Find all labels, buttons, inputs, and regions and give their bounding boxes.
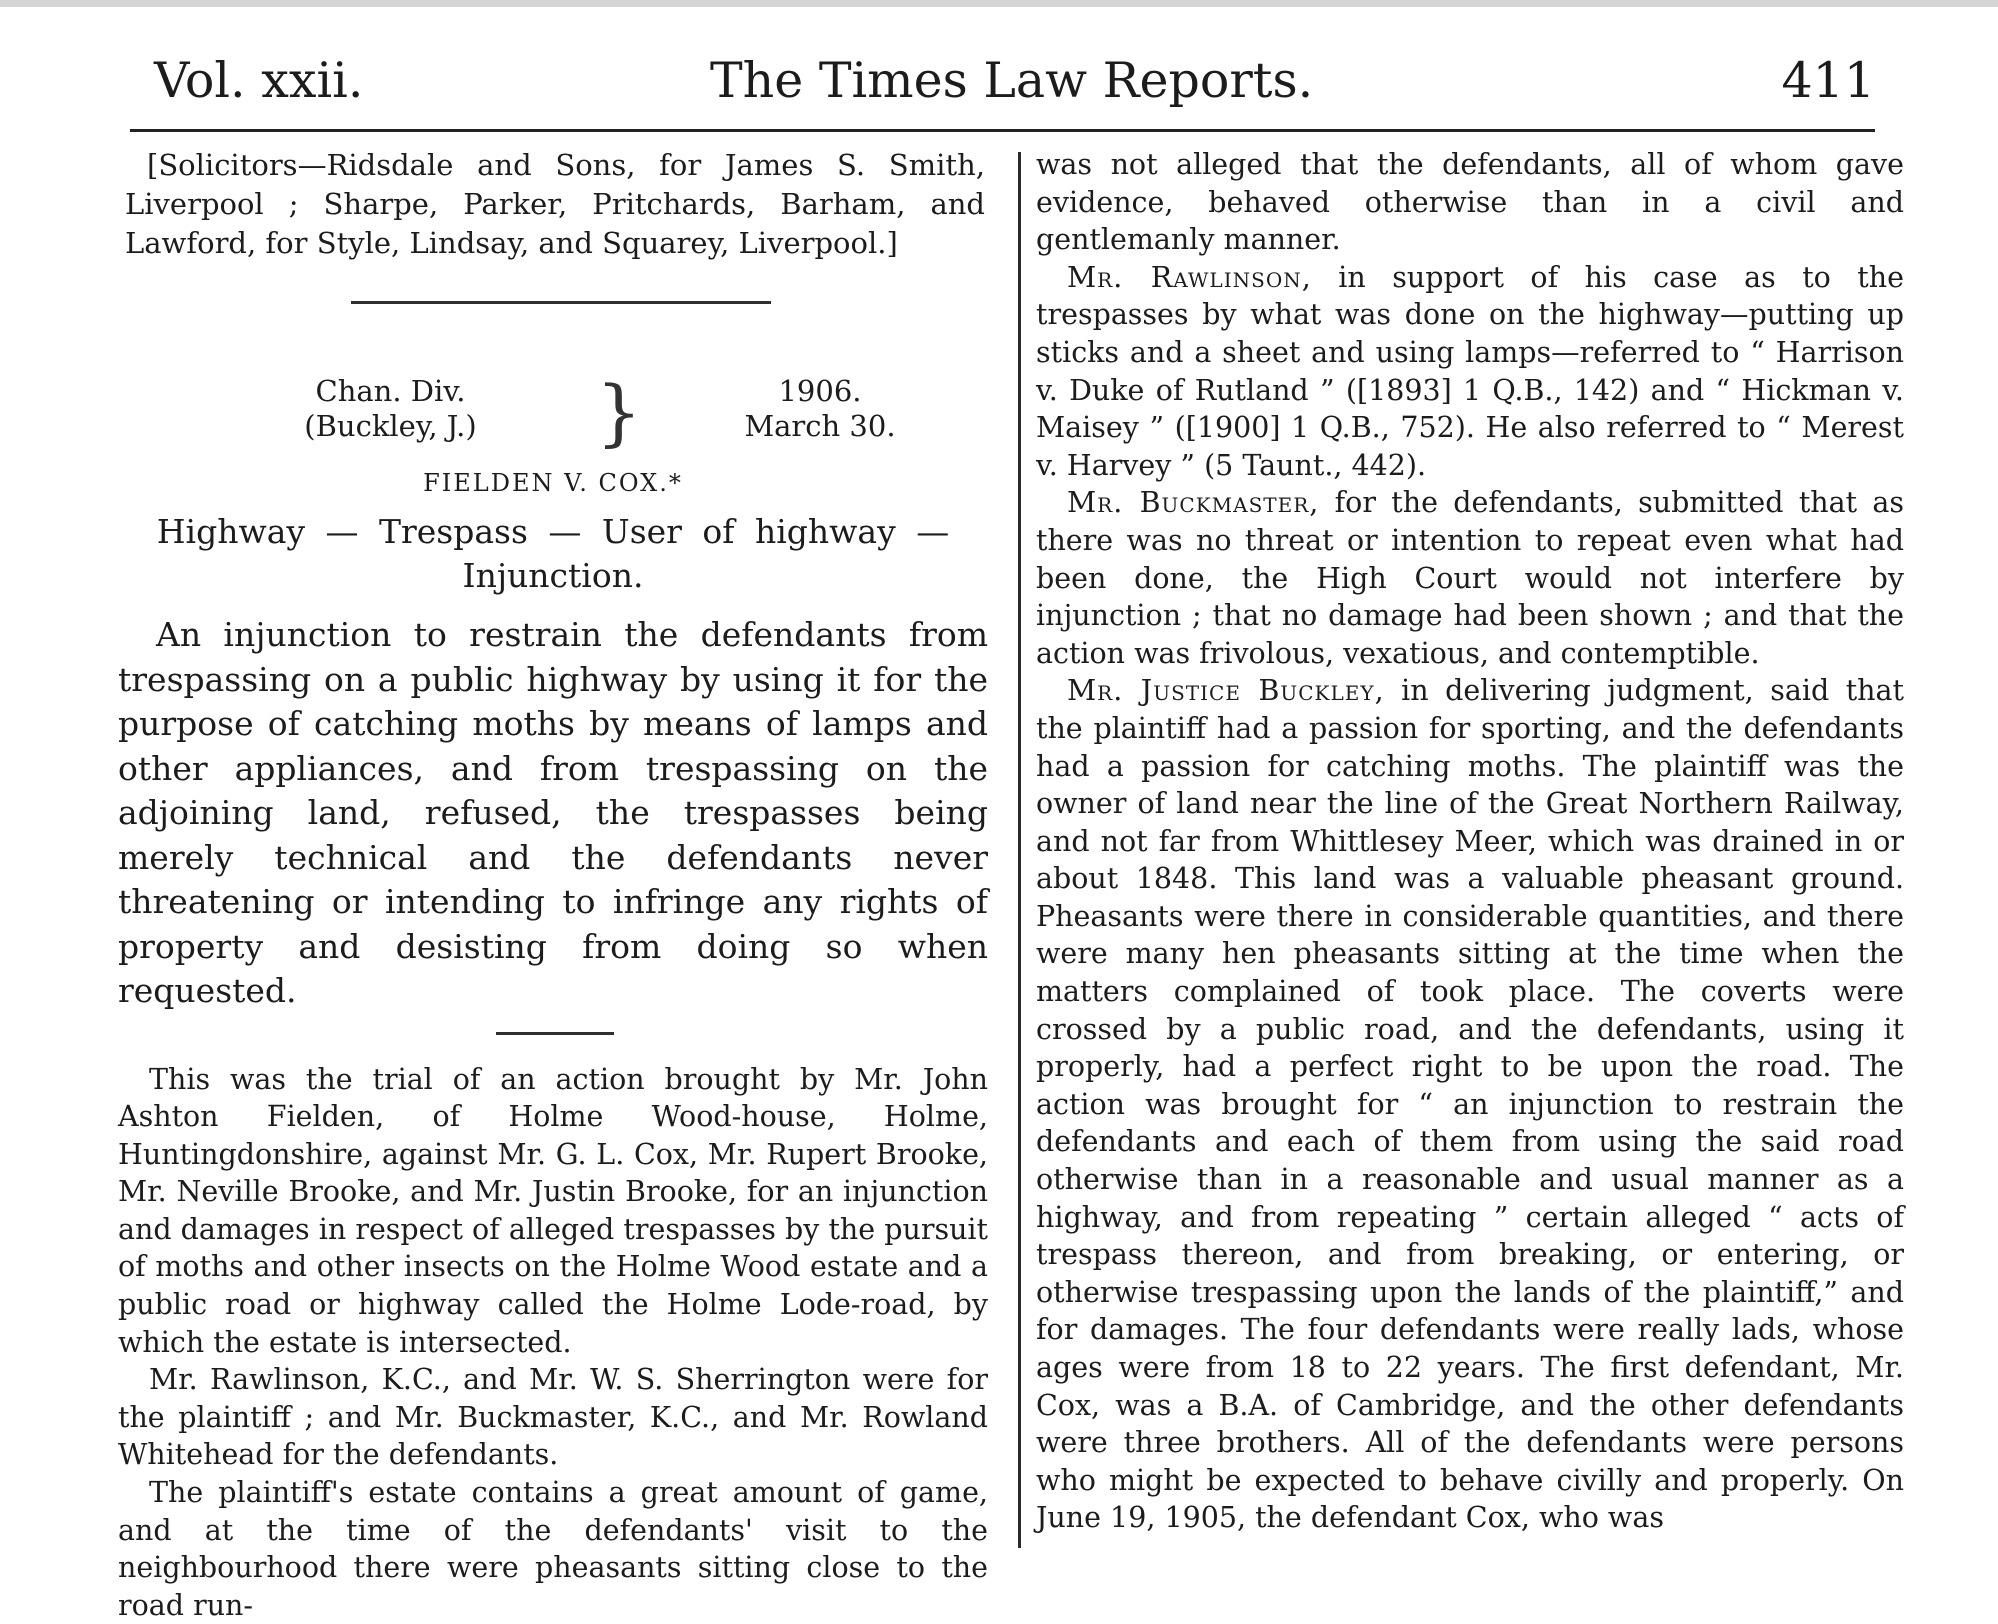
judge-name: Mr. Justice Buckley, (1067, 674, 1385, 707)
running-head (130, 48, 1875, 114)
brace-glyph: } (596, 372, 642, 452)
court-date-block (730, 374, 910, 444)
top-border (0, 0, 1998, 7)
court-judge: (Buckley, J.) (268, 409, 513, 444)
counsel-name: Mr. Buckmaster, (1067, 486, 1319, 519)
body-paragraph (1036, 259, 1904, 485)
page-number: 411 (1781, 48, 1875, 114)
solicitors-text: [Solicitors—Ridsdale and Sons, for James S. Smith, Liverpool ; Sharpe, Parker, Pritchards, Barham, and Lawford, for Style, Lindsay, and Squarey, Liverpool.] (125, 146, 985, 263)
headnote (118, 613, 988, 1014)
header-rule (130, 129, 1875, 132)
section-rule (351, 301, 771, 304)
short-rule (496, 1032, 614, 1035)
volume-label: Vol. xxii. (154, 48, 363, 114)
body-paragraph: was not alleged that the defendants, all of whom gave evidence, behaved otherwise than in a civil and gentlemanly manner. (1036, 146, 1904, 259)
left-column (118, 146, 988, 1624)
column-divider (1018, 152, 1021, 1548)
paragraph-text: in support of his case as to the trespasses by what was done on the highway—putting up sticks and a sheet and using lamps—referred to “ Harrison v. Duke of Rutland ” ([1893] 1 Q.B., 142) and “ Hickman v. Maisey ” ([1900] 1 Q.B., 752). He also referred to “ Merest v. Harvey ” (5 Taunt., 442). (1036, 261, 1904, 482)
body-paragraph: The plaintiff's estate contains a great amount of game, and at the time of the defendants' visit to the neighbourhood there were pheasants sitting close to the road run- (118, 1474, 988, 1624)
court-date: March 30. (730, 409, 910, 444)
body-paragraph (1036, 672, 1904, 1537)
right-column (1036, 146, 1904, 1537)
right-body (1036, 146, 1904, 1537)
body-paragraph: Mr. Rawlinson, K.C., and Mr. W. S. Sherrington were for the plaintiff ; and Mr. Buckmaster, K.C., and Mr. Rowland Whitehead for the defendants. (118, 1361, 988, 1474)
court-info (118, 374, 988, 454)
court-division-block (268, 374, 513, 444)
body-paragraph: This was the trial of an action brought by Mr. John Ashton Fielden, of Holme Wood-house, Holme, Huntingdonshire, against Mr. G. L. Cox, Mr. Rupert Brooke, Mr. Neville Brooke, and Mr. Justin Brooke, for an injunction and damages in respect of alleged trespasses by the pursuit of moths and other insects on the Holme Wood estate and a public road or highway called the Holme Lode-road, by which the estate is intersected. (118, 1061, 988, 1362)
paragraph-text: for the defendants, submitted that as there was no threat or intention to repeat even what had been done, the High Court would not interfere by injunction ; that no damage had been shown ; and that the action was frivolous, vexatious, and contemptible. (1036, 486, 1904, 669)
headnote-title: Highway — Trespass — User of highway — Injunction. (118, 510, 988, 598)
court-division: Chan. Div. (268, 374, 513, 409)
left-body (118, 1061, 988, 1624)
headnote-text: An injunction to restrain the defendants from trespassing on a public highway by using it for the purpose of catching moths by means of lamps and other appliances, and from trespassing on the adjoining land, refused, the trespasses being merely technical and the defendants never threatening or intending to infringe any rights of property and desisting from doing so when requested. (118, 613, 988, 1014)
body-paragraph (1036, 484, 1904, 672)
counsel-name: Mr. Rawlinson, (1067, 261, 1312, 294)
court-year: 1906. (730, 374, 910, 409)
publication-title: The Times Law Reports. (710, 48, 1313, 114)
paragraph-text: in delivering judgment, said that the plaintiff had a passion for sporting, and the defendants had a passion for catching moths. The plaintiff was the owner of land near the line of the Great Northern Railway, and not far from Whittlesey Meer, which was drained in or about 1848. This land was a valuable pheasant ground. Pheasants were there in considerable quantities, and there were many hen pheasants sitting at the time when the matters complained of took place. The coverts were crossed by a public road, and the defendants, using it properly, had a perfect right to be upon the road. The action was brought for “ an injunction to restrain the defendants and each of them from using the said road otherwise than in a reasonable and usual manner as a highway, and from repeating ” certain alleged “ acts of trespass thereon, and from breaking, or entering, or otherwise trespassing upon the lands of the plaintiff,” and for damages. The four defendants were really lads, whose ages were from 18 to 22 years. The first defendant, Mr. Cox, was a B.A. of Cambridge, and the other defendants were three brothers. All of the defendants were persons who might be expected to behave civilly and properly. On June 19, 1905, the defendant Cox, who was (1036, 674, 1904, 1534)
solicitors-note (118, 146, 985, 263)
case-name: FIELDEN V. COX.* (118, 466, 988, 500)
